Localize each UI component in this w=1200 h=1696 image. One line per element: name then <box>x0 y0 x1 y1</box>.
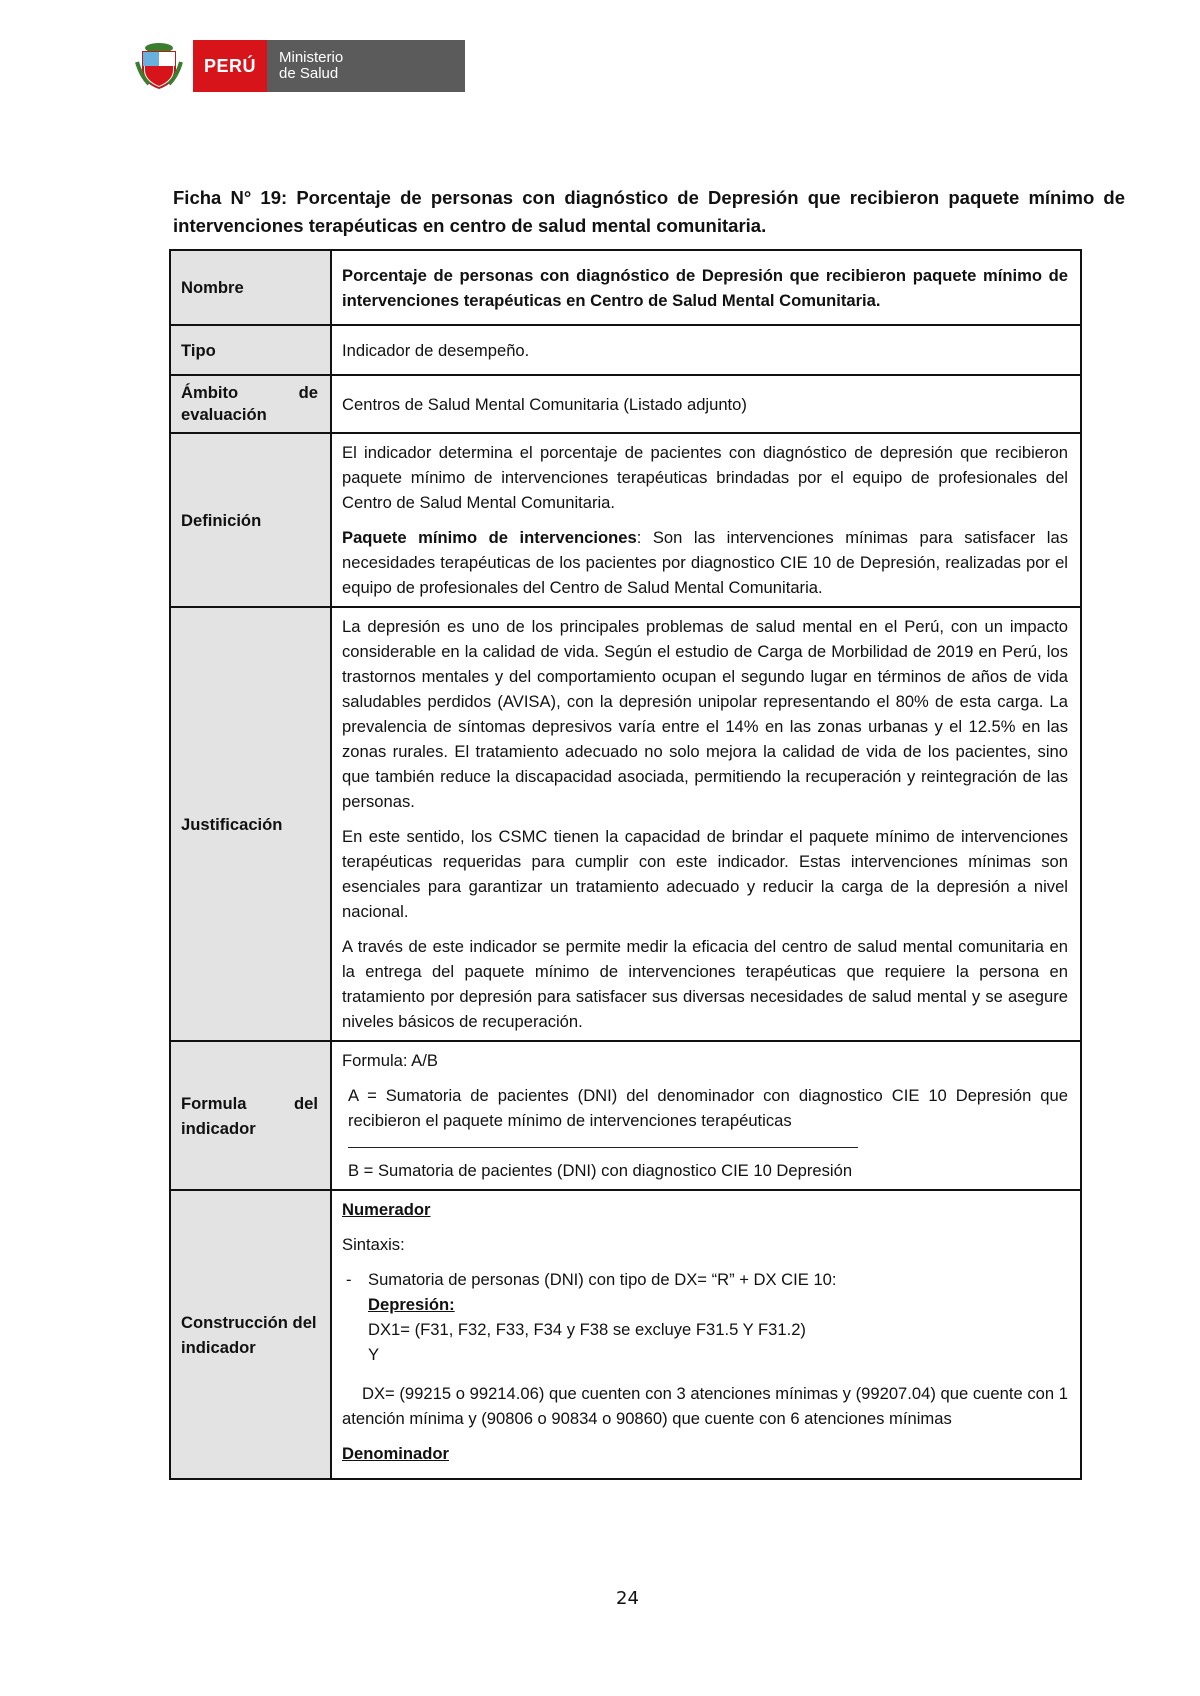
row-construccion <box>170 1190 1081 1479</box>
denominador-heading: Denominador <box>342 1444 449 1463</box>
value-formula <box>331 1041 1081 1190</box>
numerador-heading: Numerador <box>342 1200 431 1219</box>
row-tipo <box>170 325 1081 375</box>
ministry-line-2: de Salud <box>279 65 339 82</box>
definicion-paragraph-2 <box>342 525 1068 600</box>
label-tipo: Tipo <box>170 325 331 375</box>
formula-denominator: B = Sumatoria de pacientes (DNI) con diagnostico CIE 10 Depresión <box>348 1161 853 1180</box>
value-ambito: Centros de Salud Mental Comunitaria (Listado adjunto) <box>331 375 1081 433</box>
value-definicion <box>331 433 1081 607</box>
y-connector: Y <box>368 1345 380 1364</box>
row-justificacion <box>170 607 1081 1041</box>
ministry-name <box>267 40 465 92</box>
indicator-table <box>169 249 1082 1480</box>
row-definicion <box>170 433 1081 607</box>
formula-numerator: A = Sumatoria de pacientes (DNI) del denominador con diagnostico CIE 10 Depresión que recibieron el paquete mínimo de intervenciones terapéuticas <box>348 1086 1068 1130</box>
justificacion-paragraph-3: A través de este indicador se permite medir la eficacia del centro de salud mental comunitaria en la entrega del paquete mínimo de intervenciones terapéuticas que requiere la persona en tratamiento por depresión para satisfacer sus diversas necesidades de salud mental y se asegure niveles básicos de recuperación. <box>342 937 1068 1031</box>
label-definicion: Definición <box>170 433 331 607</box>
depresion-heading: Depresión: <box>368 1295 455 1314</box>
definicion-term: Paquete mínimo de intervenciones <box>342 528 637 547</box>
sintaxis-label: Sintaxis: <box>342 1235 405 1254</box>
bullet-content <box>368 1267 837 1367</box>
row-formula <box>170 1041 1081 1190</box>
value-tipo: Indicador de desempeño. <box>331 325 1081 375</box>
label-ambito: Ámbito de evaluación <box>170 375 331 433</box>
value-construccion <box>331 1190 1081 1479</box>
justificacion-paragraph-2: En este sentido, los CSMC tienen la capacidad de brindar el paquete mínimo de intervenciones terapéuticas requeridas para cumplir con este indicador. Estas intervenciones mínimas son esenciales para garantizar un tratamiento adecuado y reducir la carga de la depresión a nivel nacional. <box>342 827 1068 921</box>
definicion-paragraph-1: El indicador determina el porcentaje de pacientes con diagnóstico de depresión que recibieron paquete mínimo de intervenciones terapéuticas brindadas por el equipo de profesionales del Centro de Salud Mental Comunitaria. <box>342 443 1068 512</box>
ministry-logo <box>133 40 465 92</box>
sintaxis-bullet <box>342 1267 1068 1367</box>
label-formula: Formula del indicador <box>170 1041 331 1190</box>
definicion-term-text: : Son las intervenciones mínimas para satisfacer las necesidades terapéuticas de los pacientes por diagnostico CIE 10 de Depresión, realizadas por el equipo de profesionales del Centro de Salud Mental Comunitaria. <box>342 528 1068 597</box>
coat-of-arms-icon <box>133 40 185 92</box>
row-ambito <box>170 375 1081 433</box>
justificacion-paragraph-1: La depresión es uno de los principales problemas de salud mental en el Perú, con un impacto considerable en la calidad de vida. Según el estudio de Carga de Morbilidad de 2019 en Perú, los trastornos mentales y del comportamiento ocupan el segundo lugar en términos de años de vida saludables perdidos (AVISA), con la depresión unipolar representando el 80% de esta carga. La prevalencia de síntomas depresivos varía entre el 14% en las zonas urbanas y el 12.5% en las zonas rurales. El tratamiento adecuado no solo mejora la calidad de vida de los pacientes, sino que también reduce la discapacidad asociada, permitiendo la recuperación y reintegración de las personas. <box>342 617 1068 811</box>
label-construccion: Construcción del indicador <box>170 1190 331 1479</box>
page-number: 24 <box>616 1588 639 1609</box>
label-nombre: Nombre <box>170 250 331 325</box>
formula-line: Formula: A/B <box>342 1051 438 1070</box>
value-justificacion <box>331 607 1081 1041</box>
ministry-line-1: Ministerio <box>279 49 344 66</box>
dx-line: DX= (99215 o 99214.06) que cuenten con 3 atenciones mínimas y (99207.04) que cuente con 1 atención mínima y (90806 o 90834 o 90860) que cuente con 6 atenciones mínimas <box>342 1384 1068 1428</box>
dx1-line: DX1= (F31, F32, F33, F34 y F38 se excluye F31.5 Y F31.2) <box>368 1320 806 1339</box>
fraction-line <box>348 1147 858 1148</box>
row-nombre <box>170 250 1081 325</box>
bullet-text: Sumatoria de personas (DNI) con tipo de DX= “R” + DX CIE 10: <box>368 1270 837 1289</box>
bullet-dash: - <box>346 1270 352 1289</box>
value-nombre: Porcentaje de personas con diagnóstico de Depresión que recibieron paquete mínimo de intervenciones terapéuticas en Centro de Salud Mental Comunitaria. <box>331 250 1081 325</box>
label-justificacion: Justificación <box>170 607 331 1041</box>
country-label: PERÚ <box>193 40 267 92</box>
page-title: Ficha N° 19: Porcentaje de personas con diagnóstico de Depresión que recibieron paquete mínimo de intervenciones terapéuticas en centro de salud mental comunitaria. <box>173 187 1125 236</box>
